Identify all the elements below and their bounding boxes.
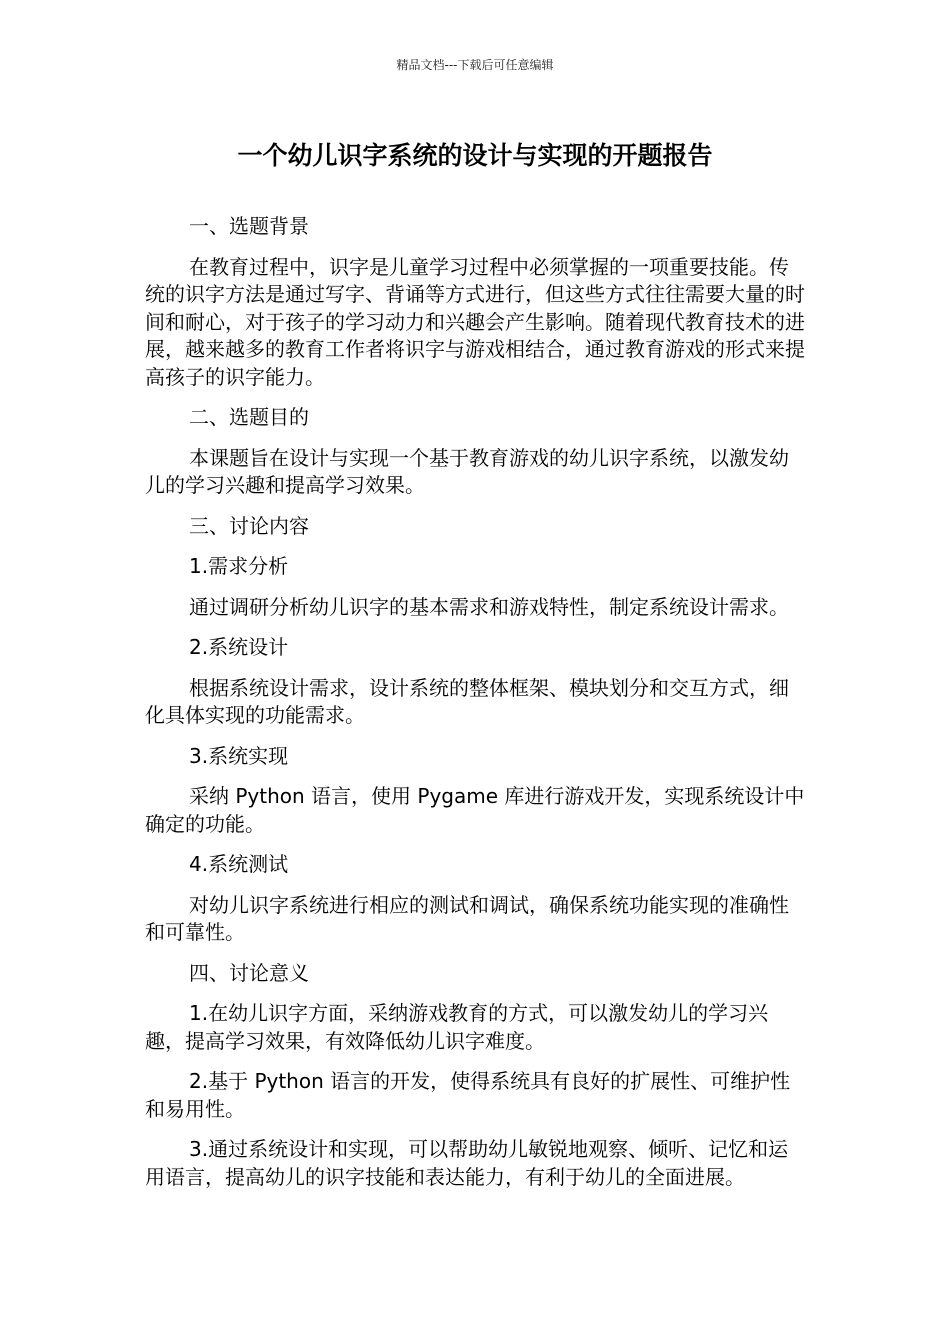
section-heading-significance: 四、讨论意义 (189, 960, 309, 985)
paragraph-significance-1: 1.在幼儿识字方面，采纳游戏教育的方式，可以激发幼儿的学习兴趣，提高学习效果，有效降低幼儿识字难度。 (145, 1001, 769, 1053)
page-header-note: 精品文档---下载后可任意编辑 (396, 58, 554, 72)
section-heading-background: 一、选题背景 (189, 214, 309, 238)
subheading-testing: 4.系统测试 (189, 852, 289, 876)
subheading-design: 2.系统设计 (189, 635, 289, 659)
section-heading-content: 三、讨论内容 (189, 513, 309, 538)
paragraph-testing: 对幼儿识字系统进行相应的测试和调试，确保系统功能实现的准确性和可靠性。 (145, 892, 789, 944)
subheading-requirements: 1.需求分析 (189, 554, 289, 578)
subheading-implementation: 3.系统实现 (189, 743, 289, 768)
paragraph-purpose: 本课题旨在设计与实现一个基于教育游戏的幼儿识字系统，以激发幼儿的学习兴趣和提高学习效果。 (145, 445, 789, 497)
section-heading-purpose: 二、选题目的 (189, 405, 309, 429)
document-title: 一个幼儿识字系统的设计与实现的开题报告 (237, 141, 713, 170)
paragraph-significance-3: 3.通过系统设计和实现，可以帮助幼儿敏锐地观察、倾听、记忆和运用语言，提高幼儿的识字技能和表达能力，有利于幼儿的全面进展。 (145, 1137, 789, 1189)
paragraph-implementation: 采纳 Python 语言，使用 Pygame 库进行游戏开发，实现系统设计中确定的功能。 (145, 784, 805, 836)
paragraph-design: 根据系统设计需求，设计系统的整体框架、模块划分和交互方式，细化具体实现的功能需求。 (145, 675, 789, 727)
document-body (145, 213, 805, 1204)
paragraph-significance-2: 2.基于 Python 语言的开发，使得系统具有良好的扩展性、可维护性和易用性。 (145, 1069, 791, 1121)
paragraph-background: 在教育过程中，识字是儿童学习过程中必须掌握的一项重要技能。传统的识字方法是通过写字、背诵等方式进行，但这些方式往往需要大量的时间和耐心，对于孩子的学习动力和兴趣会产生影响。随着现代教育技术的进展，越来越多的教育工作者将识字与游戏相结合，通过教育游戏的形式来提高孩子的识字能力。 (145, 254, 805, 389)
paragraph-requirements: 通过调研分析幼儿识字的基本需求和游戏特性，制定系统设计需求。 (189, 594, 789, 619)
